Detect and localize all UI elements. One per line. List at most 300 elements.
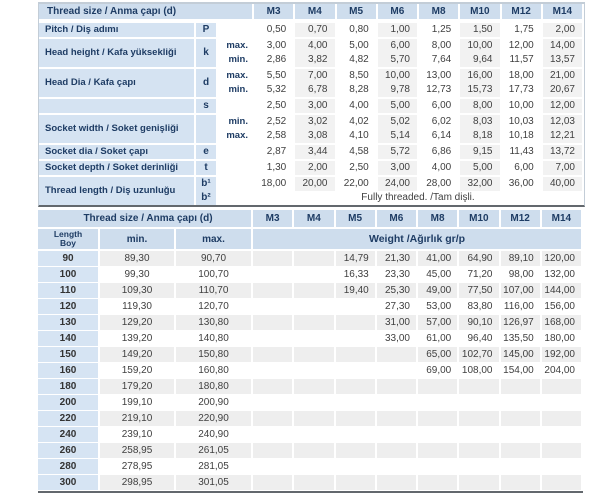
dimension-value: 0,80: [337, 21, 378, 37]
dimension-value: 5,72: [378, 143, 419, 159]
weight-value: 168,00: [542, 315, 583, 331]
col-header: M12: [501, 210, 542, 229]
weight-value: [294, 299, 335, 315]
weight-value: [418, 379, 459, 395]
minmax-label: min.: [218, 113, 254, 129]
dimension-value: 9,78: [378, 83, 419, 97]
dimension-value: 10,00: [378, 67, 419, 83]
row-symbol: e: [196, 143, 218, 159]
weight-value: 49,00: [418, 283, 459, 299]
col-header: M3: [253, 210, 294, 229]
col-header: M8: [419, 4, 460, 21]
dimension-value: 4,82: [337, 53, 378, 67]
weight-value: [542, 443, 583, 459]
weight-value: 77,50: [459, 283, 500, 299]
row-label: Socket depth / Soket derinliği: [39, 159, 196, 175]
dimension-value: 8,50: [337, 67, 378, 83]
table-row: [38, 363, 583, 379]
row-symbol: b¹: [196, 175, 218, 191]
col-header: M14: [543, 4, 584, 21]
dimension-value: 3,44: [295, 143, 336, 159]
row-label: Head height / Kafa yüksekliği: [39, 37, 196, 67]
weight-value: [336, 459, 377, 475]
length-header-line: Length: [53, 229, 83, 239]
weight-value: [294, 347, 335, 363]
row-label: Socket width / Soket genişliği: [39, 113, 196, 143]
dimension-value: 10,03: [502, 113, 543, 129]
weight-value: 23,30: [377, 267, 418, 283]
dimension-value: 36,00: [502, 175, 543, 191]
minmax-label: [218, 21, 254, 37]
dimension-value: 3,00: [254, 37, 295, 53]
weight-value: [418, 475, 459, 491]
max-length-value: 281,05: [176, 459, 253, 475]
dimension-value: 13,00: [419, 67, 460, 83]
dimension-value: 4,10: [337, 129, 378, 143]
dimension-value: 4,00: [337, 97, 378, 113]
row-label: [39, 97, 196, 113]
weight-value: [336, 299, 377, 315]
col-header: M5: [337, 4, 378, 21]
dimension-value: 8,03: [460, 113, 501, 129]
max-length-value: 150,80: [176, 347, 253, 363]
dimension-value: 1,50: [460, 21, 501, 37]
dimension-value: 5,00: [460, 159, 501, 175]
length-value: 240: [38, 427, 100, 443]
dimension-value: 5,70: [378, 53, 419, 67]
table-row: [38, 347, 583, 363]
dimension-value: 8,18: [460, 129, 501, 143]
dimension-value: 6,00: [419, 97, 460, 113]
weight-value: 45,00: [418, 267, 459, 283]
weight-value: 33,00: [377, 331, 418, 347]
dimension-value: 3,00: [378, 159, 419, 175]
weight-value: [336, 411, 377, 427]
weight-value: [418, 459, 459, 475]
min-length-value: 89,30: [100, 251, 176, 267]
weight-value: [501, 427, 542, 443]
minmax-label: min.: [218, 83, 254, 97]
table-title: Thread size / Anma çapı (d): [38, 210, 253, 229]
weight-value: 57,00: [418, 315, 459, 331]
max-column-header: max.: [176, 229, 253, 251]
weight-value: 90,10: [459, 315, 500, 331]
dimension-value: 9,64: [460, 53, 501, 67]
row-label: Pitch / Diş adımı: [39, 21, 196, 37]
minmax-label: max.: [218, 37, 254, 53]
weight-value: [418, 411, 459, 427]
row-label: Thread length / Diş uzunluğu: [39, 175, 196, 205]
col-header: M12: [502, 4, 543, 21]
table-title: Thread size / Anma çapı (d): [39, 4, 254, 21]
dimension-value: 32,00: [460, 175, 501, 191]
weight-value: 135,50: [501, 331, 542, 347]
dimension-value: 7,00: [543, 159, 584, 175]
dimension-value: 12,03: [543, 113, 584, 129]
screw-length-weight-table: [38, 210, 583, 493]
dimension-value: 8,00: [460, 97, 501, 113]
weight-value: [253, 283, 294, 299]
dimension-value: 3,08: [295, 129, 336, 143]
min-column-header: min.: [100, 229, 176, 251]
weight-value: [459, 427, 500, 443]
weight-value: 144,00: [542, 283, 583, 299]
weight-value: 83,80: [459, 299, 500, 315]
minmax-label: [218, 97, 254, 113]
screw-dimensions-table: [38, 2, 585, 207]
dimension-value: 5,00: [378, 97, 419, 113]
weight-value: [336, 331, 377, 347]
col-header: M10: [460, 4, 501, 21]
spec-row: [39, 37, 584, 53]
dimension-value: 12,00: [502, 37, 543, 53]
weight-value: 96,40: [459, 331, 500, 347]
dimension-value: 5,50: [254, 67, 295, 83]
dimension-value: 20,67: [543, 83, 584, 97]
col-header: M8: [418, 210, 459, 229]
weight-value: 192,00: [542, 347, 583, 363]
length-value: 120: [38, 299, 100, 315]
weight-value: [294, 379, 335, 395]
fully-threaded-note: Fully threaded. /Tam dişli.: [254, 191, 584, 205]
dimension-value: 20,00: [295, 175, 336, 191]
dimension-value: 3,00: [295, 97, 336, 113]
weight-value: 21,30: [377, 251, 418, 267]
dimension-value: 1,00: [378, 21, 419, 37]
dimension-value: 5,32: [254, 83, 295, 97]
row-symbol: [196, 113, 218, 143]
table-row: [38, 411, 583, 427]
max-length-value: 160,80: [176, 363, 253, 379]
weight-value: [294, 427, 335, 443]
min-length-value: 99,30: [100, 267, 176, 283]
weight-value: [459, 411, 500, 427]
dimension-value: 12,00: [543, 97, 584, 113]
weight-value: 14,79: [336, 251, 377, 267]
length-value: 160: [38, 363, 100, 379]
max-length-value: 220,90: [176, 411, 253, 427]
dimension-value: 2,58: [254, 129, 295, 143]
weight-value: [294, 315, 335, 331]
weight-value: [294, 459, 335, 475]
min-length-value: 258,95: [100, 443, 176, 459]
weight-value: [253, 347, 294, 363]
weight-value: [418, 395, 459, 411]
weight-value: 53,00: [418, 299, 459, 315]
weight-value: 69,00: [418, 363, 459, 379]
dimension-value: 16,00: [460, 67, 501, 83]
weight-value: [501, 379, 542, 395]
length-value: 100: [38, 267, 100, 283]
max-length-value: 200,90: [176, 395, 253, 411]
weight-value: 25,30: [377, 283, 418, 299]
weight-value: [294, 443, 335, 459]
row-symbol: k: [196, 37, 218, 67]
weight-value: 19,40: [336, 283, 377, 299]
row-symbol: b²: [196, 191, 218, 205]
min-length-value: 219,10: [100, 411, 176, 427]
dimension-value: 2,50: [254, 97, 295, 113]
table-row: [38, 459, 583, 475]
weight-value: [542, 427, 583, 443]
min-length-value: 139,20: [100, 331, 176, 347]
dimension-value: 1,30: [254, 159, 295, 175]
weight-value: [459, 459, 500, 475]
dimension-value: 2,50: [337, 159, 378, 175]
weight-value: [253, 315, 294, 331]
weight-value: [459, 475, 500, 491]
row-symbol: s: [196, 97, 218, 113]
table-row: [38, 283, 583, 299]
weight-value: 116,00: [501, 299, 542, 315]
weight-value: [336, 475, 377, 491]
length-value: 280: [38, 459, 100, 475]
weight-value: [294, 363, 335, 379]
min-length-value: 109,30: [100, 283, 176, 299]
weight-value: 27,30: [377, 299, 418, 315]
weight-value: [336, 443, 377, 459]
dimension-value: 10,18: [502, 129, 543, 143]
dimension-value: 10,00: [460, 37, 501, 53]
weight-value: [294, 331, 335, 347]
max-length-value: 261,05: [176, 443, 253, 459]
weight-value: [542, 459, 583, 475]
weight-value: [542, 411, 583, 427]
dimension-value: 7,00: [295, 67, 336, 83]
minmax-label: min.: [218, 53, 254, 67]
length-header-line: Boy: [59, 238, 77, 248]
dimension-value: 6,14: [419, 129, 460, 143]
weight-value: 61,00: [418, 331, 459, 347]
table-row: [38, 315, 583, 331]
dimension-value: 4,02: [337, 113, 378, 129]
weight-value: 145,00: [501, 347, 542, 363]
spec-row: [39, 21, 584, 37]
length-value: 140: [38, 331, 100, 347]
weight-value: [253, 251, 294, 267]
dimension-value: 3,82: [295, 53, 336, 67]
spec-row: [39, 143, 584, 159]
table-row: [38, 331, 583, 347]
max-length-value: 301,05: [176, 475, 253, 491]
dimension-value: 0,50: [254, 21, 295, 37]
dimension-value: 4,00: [419, 159, 460, 175]
weight-value: [336, 315, 377, 331]
weight-value: [377, 427, 418, 443]
weight-value: [418, 427, 459, 443]
dimension-value: 8,28: [337, 83, 378, 97]
col-header: M4: [295, 4, 336, 21]
weight-value: 154,00: [501, 363, 542, 379]
weight-value: 180,00: [542, 331, 583, 347]
dimension-value: 13,57: [543, 53, 584, 67]
weight-value: [253, 475, 294, 491]
dimension-value: 1,75: [502, 21, 543, 37]
min-length-value: 179,20: [100, 379, 176, 395]
minmax-label: max.: [218, 129, 254, 143]
minmax-label: [218, 143, 254, 159]
table-row: [38, 443, 583, 459]
min-length-value: 239,10: [100, 427, 176, 443]
col-header: M5: [336, 210, 377, 229]
dimension-value: 4,00: [295, 37, 336, 53]
dimension-value: 0,70: [295, 21, 336, 37]
min-length-value: 199,10: [100, 395, 176, 411]
length-value: 90: [38, 251, 100, 267]
weight-value: 16,33: [336, 267, 377, 283]
weight-value: [294, 267, 335, 283]
dimension-value: 6,02: [419, 113, 460, 129]
weight-value: [377, 459, 418, 475]
dimension-value: 12,21: [543, 129, 584, 143]
weight-value: [542, 379, 583, 395]
min-length-value: 298,95: [100, 475, 176, 491]
dimension-value: 2,00: [295, 159, 336, 175]
weight-value: [294, 475, 335, 491]
weight-value: 89,10: [501, 251, 542, 267]
col-header: M6: [378, 4, 419, 21]
dimension-value: 2,86: [254, 53, 295, 67]
min-length-value: 159,20: [100, 363, 176, 379]
table-row: [38, 251, 583, 267]
weight-value: [336, 379, 377, 395]
weight-value: 120,00: [542, 251, 583, 267]
weight-value: [377, 363, 418, 379]
weight-value: [459, 443, 500, 459]
weight-value: [377, 411, 418, 427]
weight-value: [377, 379, 418, 395]
row-symbol: P: [196, 21, 218, 37]
weight-value: [253, 459, 294, 475]
minmax-label: [218, 175, 254, 191]
weight-value: 108,00: [459, 363, 500, 379]
table-row: [38, 267, 583, 283]
max-length-value: 130,80: [176, 315, 253, 331]
dimension-value: 6,00: [502, 159, 543, 175]
weight-value: [253, 443, 294, 459]
max-length-value: 110,70: [176, 283, 253, 299]
weight-value: 204,00: [542, 363, 583, 379]
dimension-value: 28,00: [419, 175, 460, 191]
row-label: Socket dia / Soket çapı: [39, 143, 196, 159]
weight-value: [542, 475, 583, 491]
weight-value: 98,00: [501, 267, 542, 283]
min-length-value: 278,95: [100, 459, 176, 475]
max-length-value: 100,70: [176, 267, 253, 283]
dimension-value: 13,72: [543, 143, 584, 159]
max-length-value: 90,70: [176, 251, 253, 267]
dimension-value: 22,00: [337, 175, 378, 191]
max-length-value: 140,80: [176, 331, 253, 347]
minmax-label: max.: [218, 67, 254, 83]
weight-value: [294, 251, 335, 267]
dimension-value: 40,00: [543, 175, 584, 191]
weight-value: [459, 395, 500, 411]
weight-value: 132,00: [542, 267, 583, 283]
dimension-value: 21,00: [543, 67, 584, 83]
table-row: [38, 379, 583, 395]
dimension-value: 6,86: [419, 143, 460, 159]
weight-value: [501, 459, 542, 475]
weight-value: [501, 475, 542, 491]
dimension-value: 9,15: [460, 143, 501, 159]
weight-column-header: Weight /Ağırlık gr/p: [253, 229, 583, 251]
weight-value: [253, 395, 294, 411]
dimension-value: 5,00: [337, 37, 378, 53]
weight-value: 65,00: [418, 347, 459, 363]
dimension-value: 3,02: [295, 113, 336, 129]
col-header: M10: [459, 210, 500, 229]
length-value: 150: [38, 347, 100, 363]
dimension-value: 7,64: [419, 53, 460, 67]
dimension-value: 18,00: [502, 67, 543, 83]
dimension-value: 15,73: [460, 83, 501, 97]
weight-value: [377, 443, 418, 459]
col-header: M6: [377, 210, 418, 229]
dimension-value: 5,02: [378, 113, 419, 129]
dimension-value: 12,73: [419, 83, 460, 97]
spec-row: [39, 97, 584, 113]
weight-value: [294, 395, 335, 411]
weight-value: [253, 411, 294, 427]
table-row: [38, 299, 583, 315]
min-length-value: 119,30: [100, 299, 176, 315]
col-header: M14: [542, 210, 583, 229]
length-column-header: [38, 229, 100, 251]
length-value: 260: [38, 443, 100, 459]
weight-value: [253, 299, 294, 315]
weight-value: [377, 475, 418, 491]
max-length-value: 120,70: [176, 299, 253, 315]
dimension-value: 24,00: [378, 175, 419, 191]
dimension-value: 14,00: [543, 37, 584, 53]
dimension-value: 6,78: [295, 83, 336, 97]
dimension-value: 6,00: [378, 37, 419, 53]
dimension-value: 2,00: [543, 21, 584, 37]
weight-value: [294, 411, 335, 427]
weight-value: 31,00: [377, 315, 418, 331]
dimension-value: 17,73: [502, 83, 543, 97]
row-symbol: t: [196, 159, 218, 175]
dimension-value: 5,14: [378, 129, 419, 143]
row-label: Head Dia / Kafa çapı: [39, 67, 196, 97]
spec-row: [39, 113, 584, 129]
weight-value: [253, 267, 294, 283]
spec-row: [39, 67, 584, 83]
weight-value: [336, 427, 377, 443]
weight-value: 102,70: [459, 347, 500, 363]
max-length-value: 180,80: [176, 379, 253, 395]
weight-value: [501, 411, 542, 427]
dimension-value: 8,00: [419, 37, 460, 53]
weight-value: [459, 379, 500, 395]
col-header: M3: [254, 4, 295, 21]
weight-value: [418, 443, 459, 459]
weight-value: 71,20: [459, 267, 500, 283]
row-symbol: d: [196, 67, 218, 97]
weight-value: [501, 443, 542, 459]
weight-value: [253, 379, 294, 395]
length-value: 220: [38, 411, 100, 427]
dimension-value: 10,00: [502, 97, 543, 113]
length-value: 300: [38, 475, 100, 491]
weight-value: [336, 347, 377, 363]
dimension-value: 11,57: [502, 53, 543, 67]
weight-value: [294, 283, 335, 299]
min-length-value: 129,20: [100, 315, 176, 331]
dimension-value: 18,00: [254, 175, 295, 191]
spec-row: [39, 175, 584, 191]
